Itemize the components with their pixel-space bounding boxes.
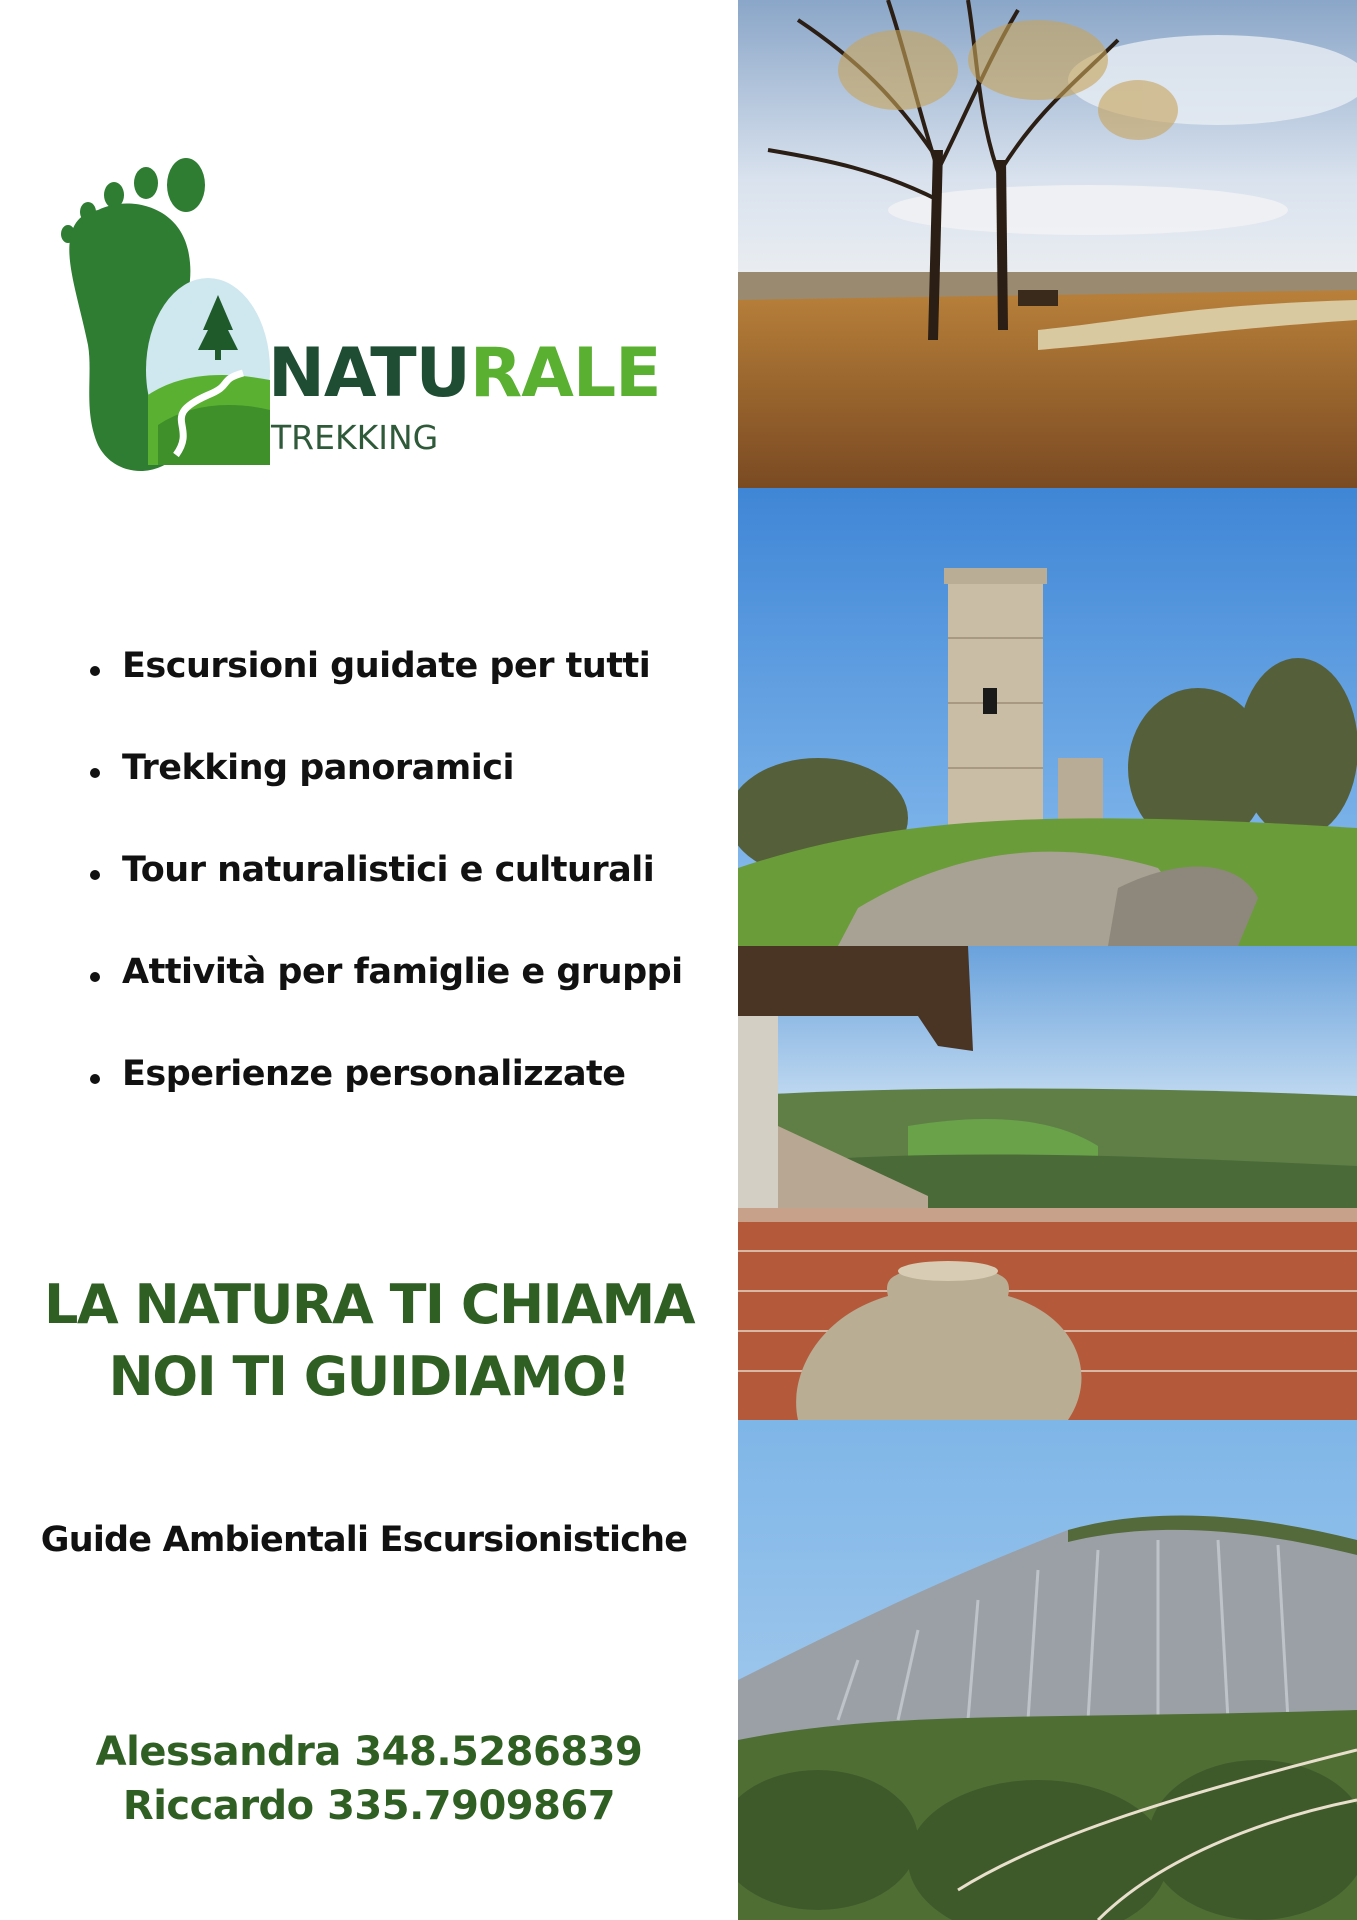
bullet-icon xyxy=(90,1074,100,1084)
list-item xyxy=(90,646,683,748)
stone-tower-photo xyxy=(738,488,1357,946)
service-label: Esperienze personalizzate xyxy=(122,1054,626,1094)
brand-subtitle: TREKKING xyxy=(271,418,439,457)
service-label: Attività per famiglie e gruppi xyxy=(122,952,683,992)
bullet-icon xyxy=(90,870,100,880)
slogan-line-2: NOI TI GUIDIAMO! xyxy=(108,1345,630,1408)
service-label: Tour naturalistici e culturali xyxy=(122,850,655,890)
brand-name-part1: NATU xyxy=(268,334,470,413)
list-item xyxy=(90,850,683,952)
photo-column xyxy=(738,0,1357,1920)
footprint-landscape-icon xyxy=(58,155,273,475)
services-list xyxy=(90,646,683,1156)
list-item xyxy=(90,1054,683,1156)
bullet-icon xyxy=(90,768,100,778)
badlands-ridge-photo xyxy=(738,1420,1357,1920)
slogan-line-1: LA NATURA TI CHIAMA xyxy=(43,1273,695,1336)
brand-name xyxy=(268,334,661,413)
bullet-icon xyxy=(90,666,100,676)
service-label: Trekking panoramici xyxy=(122,748,514,788)
list-item xyxy=(90,748,683,850)
tagline: Guide Ambientali Escursionistiche xyxy=(40,1520,688,1560)
service-label: Escursioni guidate per tutti xyxy=(122,646,651,686)
brand-name-part2: RALE xyxy=(469,334,661,413)
contact-line-2: Riccardo 335.7909867 xyxy=(122,1783,616,1829)
contact-line-1: Alessandra 348.5286839 xyxy=(95,1729,643,1775)
hills-view-from-terrace-photo xyxy=(738,946,1357,1420)
bullet-icon xyxy=(90,972,100,982)
list-item xyxy=(90,952,683,1054)
autumn-trees-hilltop-photo xyxy=(738,0,1357,488)
